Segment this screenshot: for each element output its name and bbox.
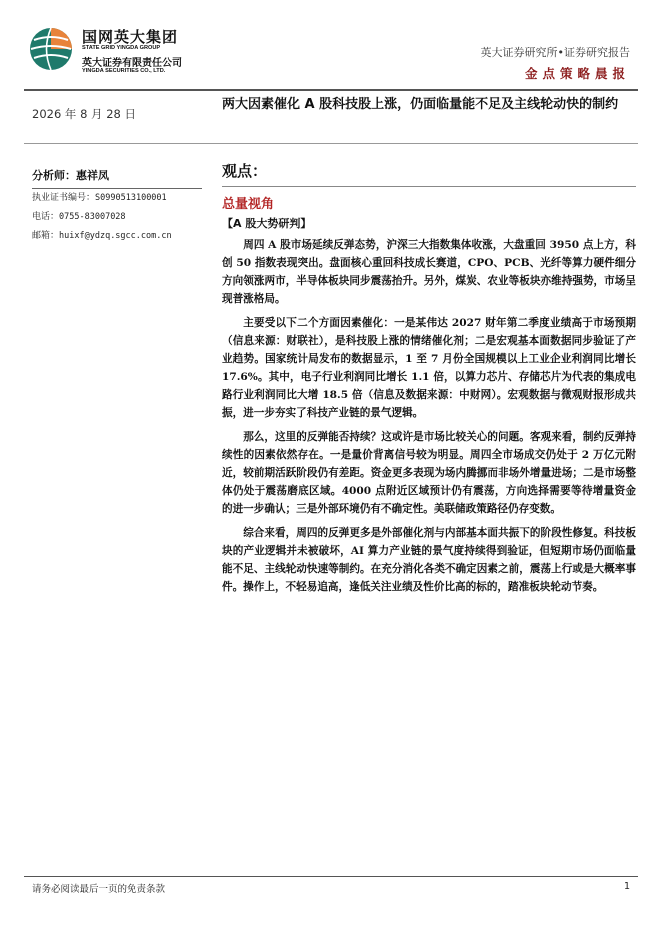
paragraph-3: 那么，这里的反弹能否持续？这或许是市场比较关心的问题。客观来看，制约反弹持续性的因素依然存在。一是量价背离信号较为明显。周四全市场成交仍处于 2 万亿元附近，较前期活跃阶段仍有差距。资金更多表现为场内腾挪而非场外增量进场；二是市场整体仍处于震荡磨底区域。4000 点附近区域预计仍有震荡，方向选择需要等待增量资金的进一步确认；三是外部环境仍有不确定性。美联储政策路径仍存变数。 xyxy=(222,431,636,515)
analyst-email xyxy=(32,227,202,246)
footer-disclaimer: 请务必阅读最后一页的免责条款 xyxy=(32,884,166,895)
phone-value: 0755-83007028 xyxy=(59,212,126,222)
paragraph-4: 综合来看，周四的反弹更多是外部催化剂与内部基本面共振下的阶段性修复。科技板块的产业逻辑并未被破坏，AI 算力产业链的景气度持续得到验证，但短期市场仍面临量能不足、主线轮动快速等制约。在充分消化各类不确定因素之前，震荡上行或是大概率事件。操作上，不轻易追高，逢低关注业绩及性价比高的标的，踏准板块轮动节奏。 xyxy=(222,527,636,593)
email-link[interactable]: huixf@ydzq.sgcc.com.cn xyxy=(59,231,172,241)
cert-label: 执业证书编号： xyxy=(32,193,96,203)
view-heading: 观点： xyxy=(222,162,268,180)
subsection-title: 【A 股大势研判】 xyxy=(222,217,312,230)
view-divider xyxy=(222,186,636,187)
paragraph-1: 周四 A 股市场延续反弹态势，沪深三大指数集体收涨，大盘重回 3950 点上方，科创 50 指数表现突出。盘面核心重回科技成长赛道，CPO、PCB、光纤等算力硬件细分方向领涨两市，半导体板块同步震荡抬升。另外，煤炭、农业等板块亦维持强势，市场呈现普涨格局。 xyxy=(222,239,636,305)
analyst-phone xyxy=(32,208,202,227)
email-label: 邮箱： xyxy=(32,231,60,241)
page-number: 1 xyxy=(623,881,630,892)
globe-logo-icon xyxy=(28,26,74,72)
report-title: 两大因素催化 A 股科技股上涨，仍面临量能不足及主线轮动快的制约 xyxy=(222,97,619,112)
analyst-name: 分析师：惠祥凤 xyxy=(32,169,109,182)
analyst-info xyxy=(32,167,202,246)
cert-value: S0990513100001 xyxy=(95,193,167,203)
company-logo xyxy=(28,24,228,80)
logo-company-en: STATE GRID YINGDA GROUP xyxy=(82,45,161,51)
footer-divider xyxy=(24,876,638,877)
header-divider xyxy=(24,89,638,91)
section-title: 总量视角 xyxy=(222,197,275,212)
logo-company-cn: 国网英大集团 xyxy=(82,28,179,46)
paragraph-2: 主要受以下二个方面因素催化：一是某伟达 2027 财年第二季度业绩高于市场预期（信息来源：财联社），是科技股上涨的情绪催化剂；二是宏观基本面数据同步验证了产业趋势。国家统计局发布的数据显示，1 至 7 月份全国规模以上工业企业利润同比增长 17.6%。其中，电子行业利润同比增长 1.1 倍，以算力芯片、存储芯片为代表的集成电路行业利润同比大增 18.5 倍（信息及数据来源：中财网）。宏观数据与微观财报形成共振，进一步夯实了科技产业链的景气逻辑。 xyxy=(222,317,636,419)
body-text xyxy=(222,236,636,602)
logo-sub-cn: 英大证券有限责任公司 xyxy=(82,58,182,69)
title-divider xyxy=(24,143,638,144)
institute-label: 英大证券研究所•证券研究报告 xyxy=(480,46,630,59)
report-type: 金点策略晨报 xyxy=(524,66,630,81)
report-date: 2026 年 8 月 28 日 xyxy=(32,107,136,121)
phone-label: 电话： xyxy=(32,212,60,222)
logo-sub-en: YINGDA SECURITIES CO., LTD. xyxy=(82,68,166,74)
analyst-cert xyxy=(32,189,202,208)
